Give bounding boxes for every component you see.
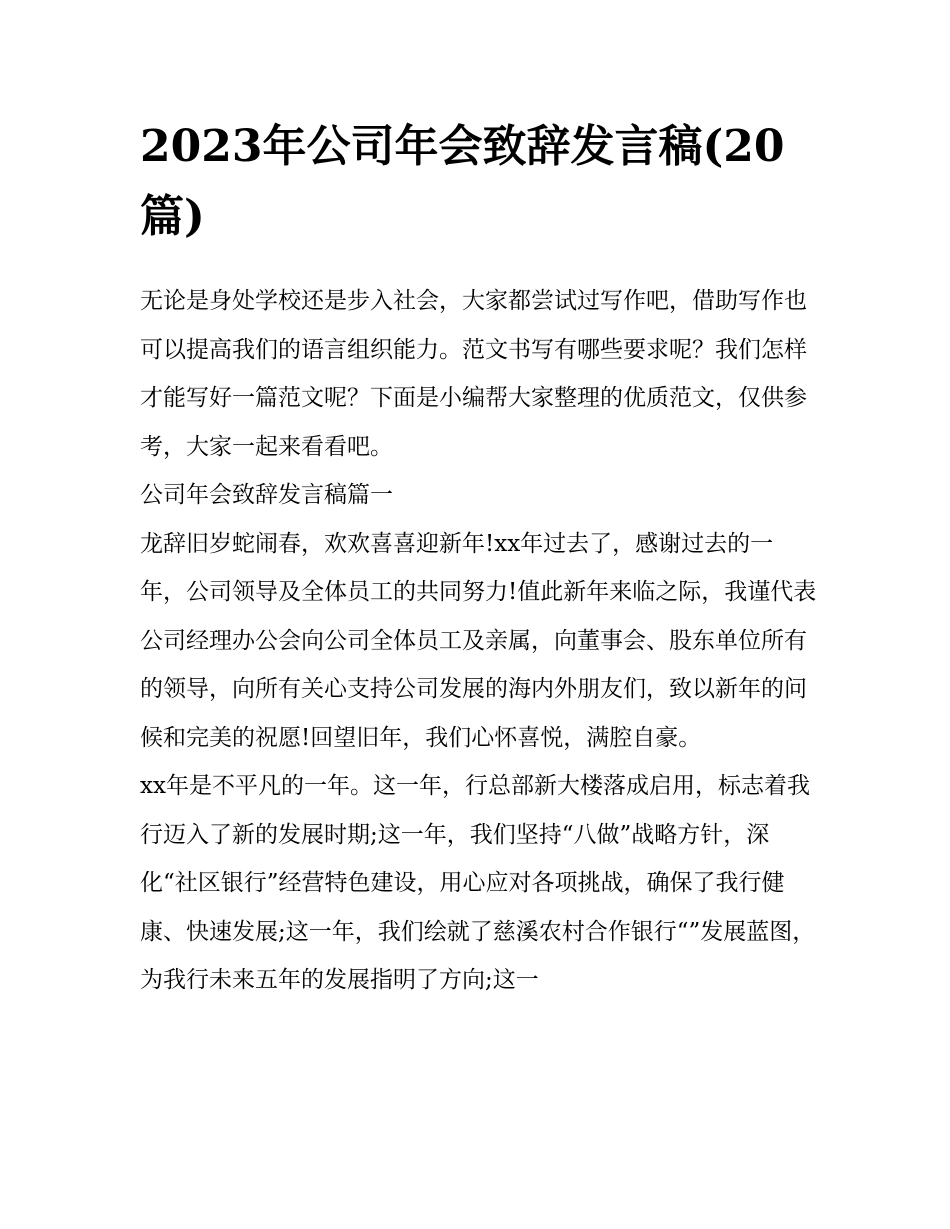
intro-paragraph: 无论是身处学校还是步入社会，大家都尝试过写作吧，借助写作也可以提高我们的语言组织能力。范文书写有哪些要求呢？我们怎样才能写好一篇范文呢？下面是小编帮大家整理的优质范文，仅供参考，大家一起来看看吧。: [140, 288, 807, 460]
document-body: [140, 277, 818, 1005]
section-heading: 公司年会致辞发言稿篇一: [140, 482, 393, 508]
document-title: 2023年公司年会致辞发言稿(20篇): [140, 121, 785, 242]
body-paragraph-1: 龙辞旧岁蛇闹春，欢欢喜喜迎新年!xx年过去了，感谢过去的一年，公司领导及全体员工的共同努力!值此新年来临之际，我谨代表公司经理办公会向公司全体员工及亲属，向董事会、股东单位所有的领导，向所有关心支持公司发展的海内外朋友们，致以新年的问候和完美的祝愿!回望旧年，我们心怀喜悦，满腔自豪。: [140, 530, 817, 751]
body-paragraph-2: xx年是不平凡的一年。这一年，行总部新大楼落成启用，标志着我行迈入了新的发展时期;这一年，我们坚持“八做”战略方针，深化“社区银行”经营特色建设，用心应对各项挑战，确保了我行健康、快速发展;这一年，我们绘就了慈溪农村合作银行“”发展蓝图，为我行未来五年的发展指明了方向;这一: [140, 773, 816, 993]
